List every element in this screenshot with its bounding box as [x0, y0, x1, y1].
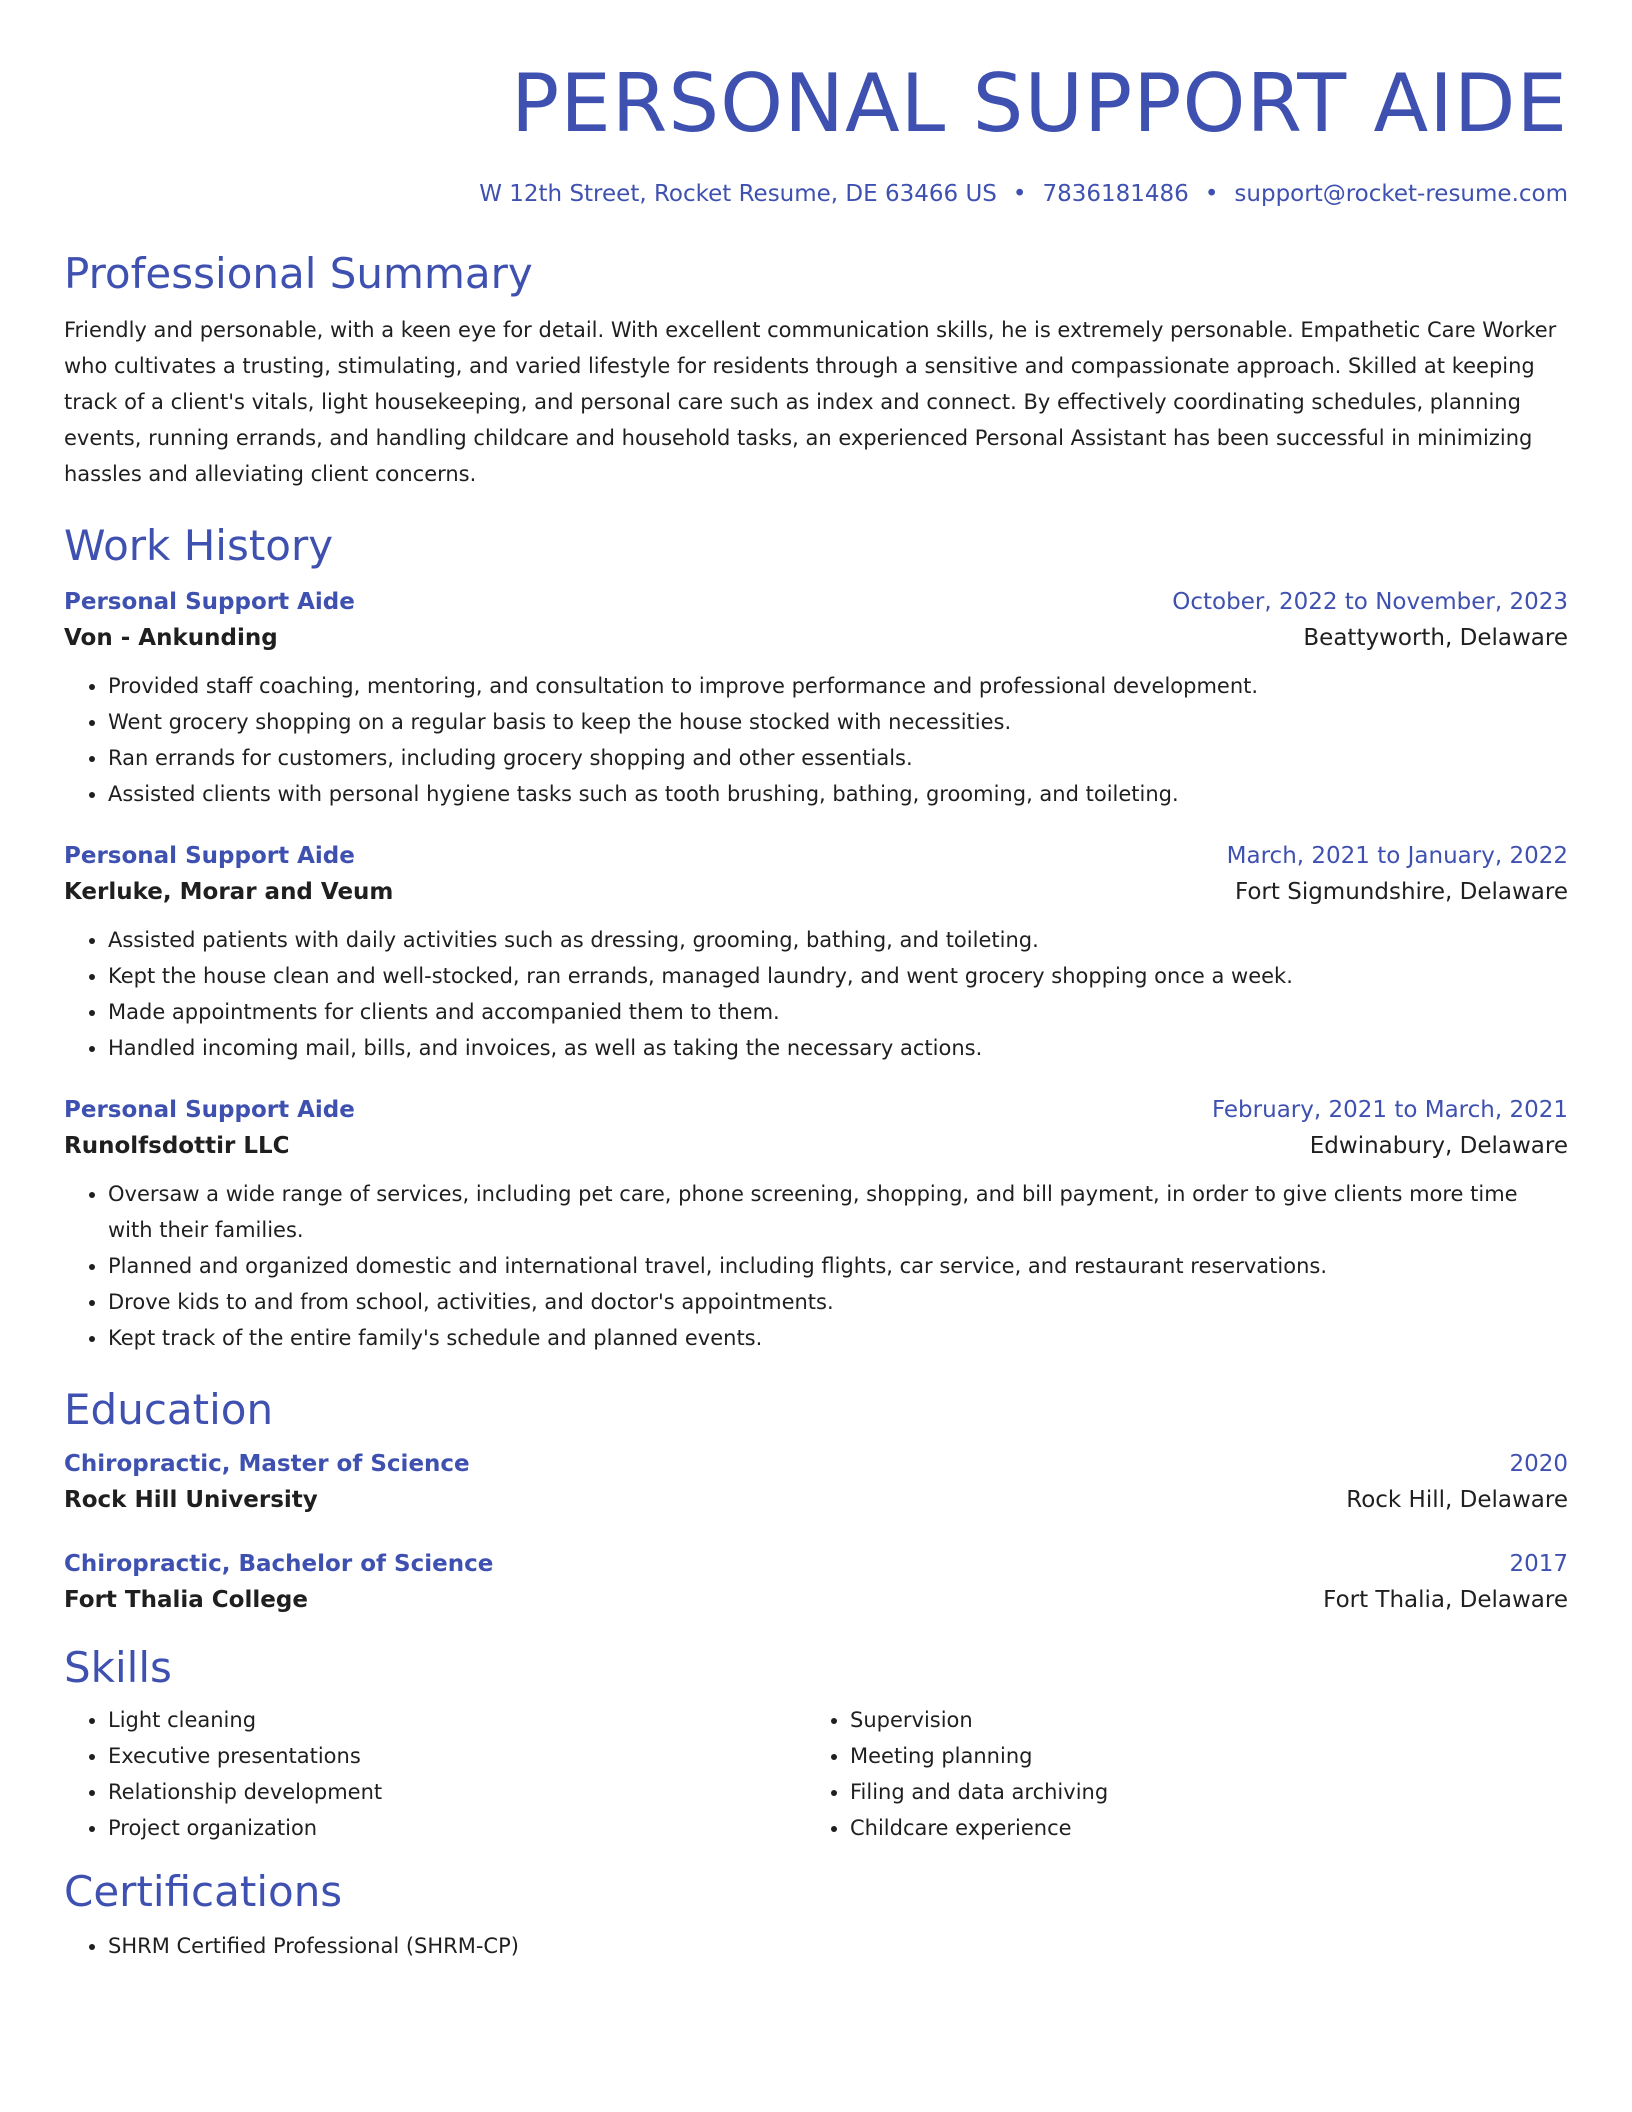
job-bullet: • Planned and organized domestic and international travel, including flights, car service, and restaurant reservations.	[108, 1248, 1568, 1284]
job-entry	[64, 840, 1568, 1066]
job-bullet: • Went grocery shopping on a regular basis to keep the house stocked with necessities.	[108, 704, 1568, 740]
job-bullet: • Handled incoming mail, bills, and invoices, as well as taking the necessary actions.	[108, 1030, 1568, 1066]
education-school-row	[64, 1580, 1568, 1620]
job-bullet: • Assisted patients with daily activities such as dressing, grooming, bathing, and toileting.	[108, 922, 1568, 958]
work-history-heading: Work History	[64, 521, 334, 570]
job-bullet: • Assisted clients with personal hygiene tasks such as tooth brushing, bathing, grooming, and toileting.	[108, 776, 1568, 812]
education-school: Rock Hill University	[64, 1487, 318, 1513]
education-year: 2017	[1509, 1551, 1568, 1577]
job-employer-row	[64, 618, 1568, 658]
job-employer: Von - Ankunding	[64, 625, 278, 651]
contact-email[interactable]: support@rocket-resume.com	[1234, 181, 1568, 207]
education-heading: Education	[64, 1385, 274, 1434]
education-location: Fort Thalia, Delaware	[1323, 1587, 1568, 1613]
skill-item: • Filing and data archiving	[850, 1774, 1548, 1810]
skill-item: • Childcare experience	[850, 1810, 1548, 1846]
job-bullet: • Kept the house clean and well-stocked, ran errands, managed laundry, and went grocery shopping once a week.	[108, 958, 1568, 994]
job-location: Beattyworth, Delaware	[1303, 625, 1568, 651]
job-entry	[64, 586, 1568, 812]
job-title: Personal Support Aide	[64, 1097, 355, 1123]
education-header-row	[64, 1448, 1568, 1480]
job-header-row	[64, 586, 1568, 618]
contact-separator: •	[1204, 181, 1219, 207]
education-school-row	[64, 1480, 1568, 1520]
job-title: Personal Support Aide	[64, 589, 355, 615]
job-header-row	[64, 1094, 1568, 1126]
job-location: Edwinabury, Delaware	[1309, 1133, 1568, 1159]
job-location: Fort Sigmundshire, Delaware	[1234, 879, 1568, 905]
certifications-heading: Certifications	[64, 1867, 343, 1916]
skill-item: • Light cleaning	[108, 1702, 806, 1738]
skills-grid	[64, 1702, 1568, 1846]
skill-item: • Relationship development	[108, 1774, 806, 1810]
education-location: Rock Hill, Delaware	[1346, 1487, 1568, 1513]
job-employer-row	[64, 872, 1568, 912]
summary-heading: Professional Summary	[64, 249, 533, 298]
job-dates: February, 2021 to March, 2021	[1211, 1097, 1568, 1123]
job-header-row	[64, 840, 1568, 872]
job-bullet: • Ran errands for customers, including grocery shopping and other essentials.	[108, 740, 1568, 776]
education-header-row	[64, 1548, 1568, 1580]
job-employer: Kerluke, Morar and Veum	[64, 879, 394, 905]
job-dates: March, 2021 to January, 2022	[1226, 843, 1568, 869]
skills-heading: Skills	[64, 1643, 172, 1692]
skill-item: • Executive presentations	[108, 1738, 806, 1774]
job-bullets	[64, 1176, 1568, 1356]
job-employer-row	[64, 1126, 1568, 1166]
job-entry	[64, 1094, 1568, 1356]
contact-phone: 7836181486	[1042, 181, 1189, 207]
job-bullet: • Provided staff coaching, mentoring, and consultation to improve performance and professional development.	[108, 668, 1568, 704]
certifications-list	[64, 1928, 1568, 1964]
education-entry	[64, 1548, 1568, 1620]
skills-list	[806, 1702, 1548, 1846]
job-title: Personal Support Aide	[64, 843, 355, 869]
certification-item: • SHRM Certified Professional (SHRM-CP)	[108, 1928, 1568, 1964]
education-year: 2020	[1509, 1451, 1568, 1477]
education-entry	[64, 1448, 1568, 1520]
skills-column-left	[64, 1702, 806, 1846]
resume-name: PERSONAL SUPPORT AIDE	[510, 57, 1568, 150]
contact-separator: •	[1012, 181, 1027, 207]
skill-item: • Supervision	[850, 1702, 1548, 1738]
job-bullets	[64, 922, 1568, 1066]
skill-item: • Meeting planning	[850, 1738, 1548, 1774]
job-dates: October, 2022 to November, 2023	[1172, 589, 1568, 615]
job-employer: Runolfsdottir LLC	[64, 1133, 290, 1159]
job-bullets	[64, 668, 1568, 812]
contact-address: W 12th Street, Rocket Resume, DE 63466 US	[479, 181, 997, 207]
summary-text: Friendly and personable, with a keen eye for detail. With excellent communication skills, he is extremely personable. Empathetic Care Worker who cultivates a trusting, stimulating, and varied lifestyle for residents through a sensitive and compassionate approach. Skilled at keeping track of a client's vitals, light housekeeping, and personal care such as index and connect. By effectively coordinating schedules, planning events, running errands, and handling childcare and household tasks, an experienced Personal Assistant has been successful in minimizing hassles and alleviating client concerns.	[64, 318, 1557, 486]
job-bullet: • Oversaw a wide range of services, including pet care, phone screening, shopping, and bill payment, in order to give clients more time with their families.	[108, 1176, 1568, 1248]
skills-list	[64, 1702, 806, 1846]
job-bullet: • Drove kids to and from school, activities, and doctor's appointments.	[108, 1284, 1568, 1320]
job-bullet: • Made appointments for clients and accompanied them to them.	[108, 994, 1568, 1030]
job-bullet: • Kept track of the entire family's schedule and planned events.	[108, 1320, 1568, 1356]
education-degree: Chiropractic, Bachelor of Science	[64, 1551, 494, 1577]
resume-header	[64, 0, 1568, 210]
education-degree: Chiropractic, Master of Science	[64, 1451, 470, 1477]
skill-item: • Project organization	[108, 1810, 806, 1846]
contact-line	[64, 178, 1568, 210]
skills-column-right	[806, 1702, 1548, 1846]
education-school: Fort Thalia College	[64, 1587, 308, 1613]
